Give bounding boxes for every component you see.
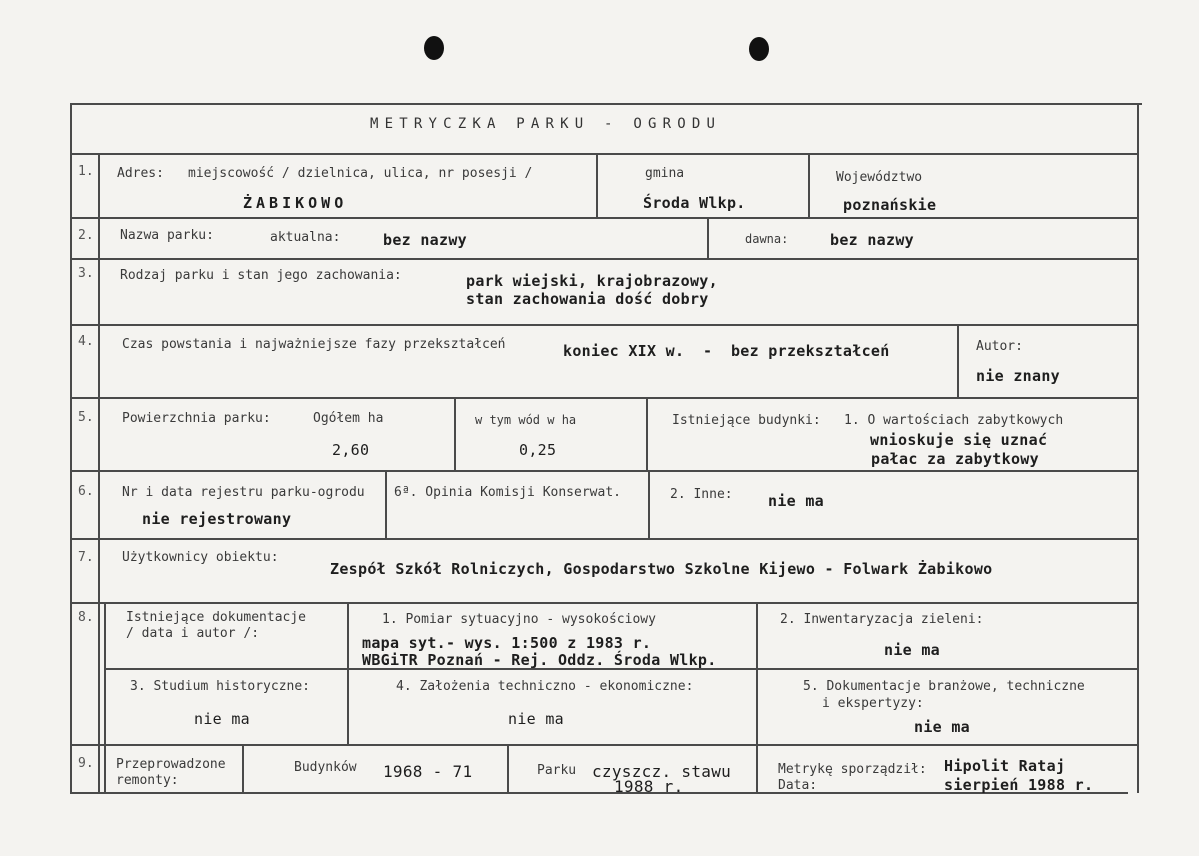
technical-assumptions-label: 4. Założenia techniczno - ekonomiczne: xyxy=(396,679,694,694)
total-area-value: 2,60 xyxy=(332,441,370,459)
water-area-value: 0,25 xyxy=(519,441,557,459)
author-label: Autor: xyxy=(976,339,1023,354)
former-name-value: bez nazwy xyxy=(830,231,914,249)
author-value: nie znany xyxy=(976,367,1060,385)
branch-docs-value: nie ma xyxy=(914,718,970,736)
branch-docs-label-line1: 5. Dokumentacje branżowe, techniczne xyxy=(803,679,1085,694)
survey-value-line1: mapa syt.- wys. 1:500 z 1983 r. xyxy=(362,634,652,652)
renovations-label-line1: Przeprowadzone xyxy=(116,757,226,772)
row-number: 7. xyxy=(78,550,94,565)
users-label: Użytkownicy obiektu: xyxy=(122,550,279,565)
greenery-inventory-value: nie ma xyxy=(884,641,940,659)
current-name-value: bez nazwy xyxy=(383,231,467,249)
park-type-value-line1: park wiejski, krajobrazowy, xyxy=(466,272,718,290)
total-area-label: Ogółem ha xyxy=(313,411,384,426)
buildings-label: Istniejące budynki: xyxy=(672,413,821,428)
users-value: Zespół Szkół Rolniczych, Gospodarstwo Szkolne Kijewo - Folwark Żabikowo xyxy=(330,560,993,578)
other-value: nie ma xyxy=(768,492,824,510)
voivodeship-value: poznańskie xyxy=(843,196,937,214)
form-title: METRYCZKA PARKU - OGRODU xyxy=(370,116,722,132)
branch-docs-label-line2: i ekspertyzy: xyxy=(822,696,924,711)
row-number: 8. xyxy=(78,610,94,625)
conservator-opinion-label: 6ª. Opinia Komisji Konserwat. xyxy=(394,485,621,500)
other-label: 2. Inne: xyxy=(670,487,733,502)
survey-value-line2: WBGiTR Poznań - Rej. Oddz. Środa Wlkp. xyxy=(362,651,717,669)
row-number: 5. xyxy=(78,410,94,425)
docs-label-line2: / data i autor /: xyxy=(126,626,260,641)
greenery-inventory-label: 2. Inwentaryzacja zieleni: xyxy=(780,612,984,627)
punch-hole-left xyxy=(424,36,444,60)
gmina-label: gmina xyxy=(645,166,685,181)
date-value: sierpień 1988 r. xyxy=(944,776,1094,794)
row-number: 1. xyxy=(78,164,94,179)
historical-study-label: 3. Studium historyczne: xyxy=(130,679,311,694)
register-label: Nr i data rejestru parku-ogrodu xyxy=(122,485,365,500)
technical-assumptions-value: nie ma xyxy=(508,710,564,728)
address-value: ŻABIKOWO xyxy=(243,194,348,212)
survey-label: 1. Pomiar sytuacyjno - wysokościowy xyxy=(382,612,656,627)
row-number: 2. xyxy=(78,228,94,243)
row-number: 9. xyxy=(78,756,94,771)
park-type-value-line2: stan zachowania dość dobry xyxy=(466,290,709,308)
park-name-label: Nazwa parku: xyxy=(120,228,214,243)
park-renovation-value-line2: 1988 r. xyxy=(614,777,684,796)
buildings-value-line2: pałac za zabytkowy xyxy=(871,450,1039,468)
docs-label-line1: Istniejące dokumentacje xyxy=(126,610,307,625)
address-label: Adres: xyxy=(117,166,164,181)
current-name-label: aktualna: xyxy=(270,230,341,245)
voivodeship-label: Województwo xyxy=(836,170,923,185)
row-number: 6. xyxy=(78,484,94,499)
origin-value: koniec XIX w. - bez przekształceń xyxy=(563,342,890,360)
former-name-label: dawna: xyxy=(745,232,789,246)
register-value: nie rejestrowany xyxy=(142,510,292,528)
origin-label: Czas powstania i najważniejsze fazy przekształceń xyxy=(122,337,506,352)
punch-hole-right xyxy=(749,37,769,61)
buildings-renovation-label: Budynków xyxy=(294,760,357,775)
area-label: Powierzchnia parku: xyxy=(122,411,271,426)
address-hint: miejscowość / dzielnica, ulica, nr posesji / xyxy=(188,166,533,181)
renovations-label-line2: remonty: xyxy=(116,773,179,788)
row-number: 3. xyxy=(78,266,94,281)
gmina-value: Środa Wlkp. xyxy=(643,194,746,212)
row-number: 4. xyxy=(78,334,94,349)
buildings-renovation-value: 1968 - 71 xyxy=(383,762,473,781)
buildings-item-label: 1. O wartościach zabytkowych xyxy=(844,413,1064,428)
prepared-by-label: Metrykę sporządził: xyxy=(778,762,927,777)
historical-study-value: nie ma xyxy=(194,710,250,728)
park-renovation-value-line1: czyszcz. stawu xyxy=(592,762,732,781)
park-type-label: Rodzaj parku i stan jego zachowania: xyxy=(120,268,402,283)
date-label: Data: xyxy=(778,778,818,793)
prepared-by-value: Hipolit Rataj xyxy=(944,757,1066,775)
water-area-label: w tym wód w ha xyxy=(475,413,577,427)
park-renovation-label: Parku xyxy=(537,763,577,778)
buildings-value-line1: wnioskuje się uznać xyxy=(870,431,1048,449)
